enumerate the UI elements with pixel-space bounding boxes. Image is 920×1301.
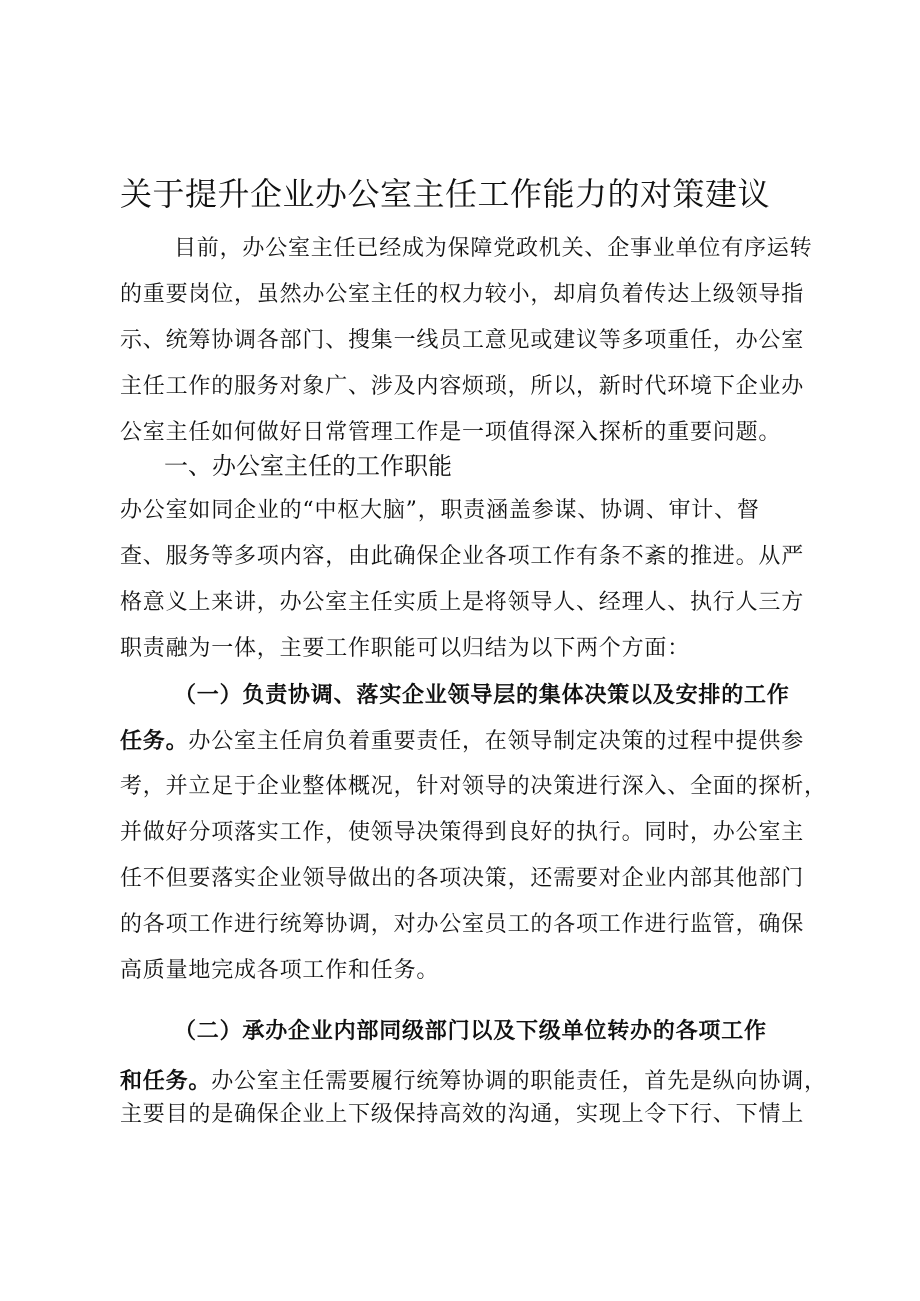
intro-line-3: 示、统筹协调各部门、搜集一线员工意见或建议等多项重任，办公室	[120, 328, 805, 353]
subsection2-heading-end: 和任务。	[120, 1068, 212, 1094]
document-title: 关于提升企业办公室主任工作能力的对策建议	[120, 175, 771, 213]
subsection1-line-4: 并做好分项落实工作，使领导决策得到良好的执行。同时，办公室主	[120, 820, 805, 845]
intro-line-4: 主任工作的服务对象广、涉及内容烦琐，所以，新时代环境下企业办	[120, 374, 805, 399]
subsection2-heading: （二）承办企业内部同级部门以及下级单位转办的各项工作	[174, 1018, 767, 1044]
subsection1-line-2	[120, 726, 804, 757]
section1-line-1: 办公室如同企业的“中枢大脑”，职责涵盖参谋、协调、审计、督	[120, 498, 760, 523]
section1-line-4: 职责融为一体，主要工作职能可以归结为以下两个方面：	[120, 636, 691, 661]
subsection1-heading: （一）负责协调、落实企业领导层的集体决策以及安排的工作	[174, 682, 790, 708]
intro-line-1: 目前，办公室主任已经成为保障党政机关、企事业单位有序运转	[174, 236, 813, 261]
subsection1-heading-end: 任务。	[120, 728, 189, 754]
intro-line-5: 公室主任如何做好日常管理工作是一项值得深入探析的重要问题。	[120, 420, 782, 445]
subsection2-line-2-text: 办公室主任需要履行统筹协调的职能责任，首先是纵向协调，	[211, 1069, 827, 1094]
subsection1-line-3: 考，并立足于企业整体概况，针对领导的决策进行深入、全面的探析，	[120, 774, 827, 799]
subsection1-line-2-text: 办公室主任肩负着重要责任，在领导制定决策的过程中提供参	[188, 729, 805, 754]
subsection2-line-3: 主要目的是确保企业上下级保持高效的沟通，实现上令下行、下情上	[120, 1102, 805, 1127]
subsection1-line-6: 的各项工作进行统筹协调，对办公室员工的各项工作进行监管，确保	[120, 912, 805, 937]
subsection2-line-2	[120, 1066, 827, 1097]
section-heading-1: 一、办公室主任的工作职能	[164, 452, 452, 480]
subsection1-line-5: 任不但要落实企业领导做出的各项决策，还需要对企业内部其他部门	[120, 866, 805, 891]
section1-line-2: 查、服务等多项内容，由此确保企业各项工作有条不紊的推进。从严	[120, 544, 805, 569]
section1-line-3: 格意义上来讲，办公室主任实质上是将领导人、经理人、执行人三方	[120, 590, 805, 615]
intro-line-2: 的重要岗位，虽然办公室主任的权力较小，却肩负着传达上级领导指	[120, 282, 805, 307]
subsection1-line-7: 高质量地完成各项工作和任务。	[120, 958, 440, 983]
